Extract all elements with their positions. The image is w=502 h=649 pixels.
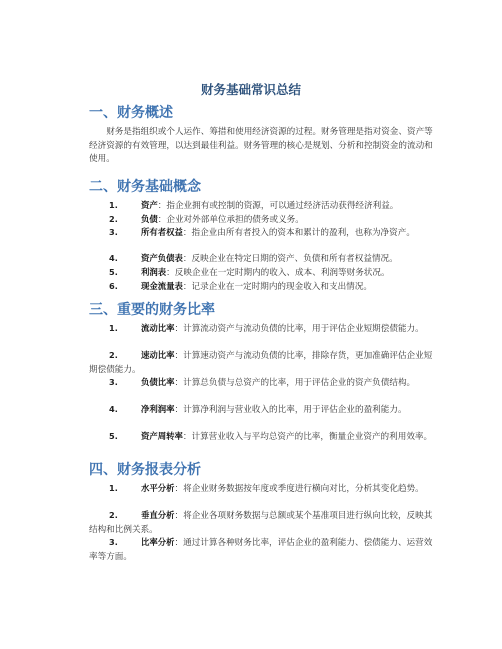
section-heading-overview: 一、财务概述 (89, 105, 173, 121)
item-term: 所有者权益 (141, 227, 183, 237)
item-description: 计算营业收入与平均总资产的比率，衡量企业资产的利用效率。 (191, 432, 433, 442)
document-title: 财务基础常识总结 (200, 82, 301, 97)
list-item (89, 509, 439, 537)
item-description: 通过计算各种财务比率，评估企业的盈利能力、偿债能力、运营效率等方面。 (89, 538, 433, 562)
item-term: 利润表 (141, 267, 167, 277)
list-item (89, 252, 439, 267)
item-description: 将企业各项财务数据与总额或某个基准项目进行纵向比较，反映其结构和比例关系。 (89, 511, 433, 535)
section-heading-analysis: 四、财务报表分析 (89, 462, 201, 478)
list-item (89, 280, 439, 295)
item-description: 将企业财务数据按年度或季度进行横向对比，分析其变化趋势。 (183, 484, 424, 494)
item-separator: ： (174, 405, 184, 415)
item-description: 指企业拥有或控制的资源，可以通过经济活动获得经济利益。 (166, 201, 399, 211)
item-description: 反映企业在一定时期内的收入、成本、利润等财务状况。 (174, 268, 390, 278)
item-term: 负债比率 (141, 377, 175, 387)
overview-paragraph: 财务是指组织或个人运作、筹措和使用经济资源的过程。财务管理是指对资金、资产等经济资源的有效管理，以达到最佳利益。财务管理的核心是规划、分析和控制资金的流动和使用。 (89, 127, 433, 164)
item-number: 5. (109, 431, 118, 441)
list-item (89, 322, 439, 337)
item-number: 1. (109, 323, 118, 333)
item-number: 2. (109, 350, 118, 360)
list-item (89, 536, 439, 564)
item-term: 资产周转率 (141, 431, 183, 441)
item-number: 2. (109, 214, 118, 224)
item-description: 计算总负债与总资产的比率，用于评估企业的资产负债结构。 (183, 378, 416, 388)
item-separator: ： (174, 324, 184, 334)
list-item (89, 349, 439, 377)
item-number: 3. (109, 227, 118, 237)
item-term: 速动比率 (141, 350, 175, 360)
item-separator: ： (157, 201, 167, 211)
item-number: 4. (109, 253, 118, 263)
item-number: 6. (109, 281, 118, 291)
item-separator: ： (182, 228, 192, 238)
item-separator: ： (157, 215, 167, 225)
item-separator: ： (174, 538, 184, 548)
item-number: 1. (109, 200, 118, 210)
item-term: 净利润率 (141, 404, 175, 414)
item-term: 水平分析 (141, 483, 175, 493)
item-description: 指企业由所有者投入的资本和累计的盈利，也称为净资产。 (191, 228, 415, 238)
list-item (89, 226, 439, 241)
item-term: 负债 (141, 214, 158, 224)
item-description: 计算流动资产与流动负债的比率，用于评估企业短期偿债能力。 (183, 324, 424, 334)
item-number: 2. (109, 510, 118, 520)
item-term: 资产 (141, 200, 158, 210)
item-number: 4. (109, 404, 118, 414)
item-number: 3. (109, 377, 118, 387)
item-term: 现金流量表 (141, 281, 183, 291)
item-separator: ： (174, 351, 184, 361)
item-separator: ： (166, 268, 175, 278)
item-number: 1. (109, 483, 118, 493)
list-item (89, 403, 439, 418)
list-item (89, 430, 439, 445)
item-separator: ： (182, 432, 192, 442)
item-term: 资产负债表 (141, 253, 183, 263)
item-description: 计算净利润与营业收入的比率，用于评估企业的盈利能力。 (183, 405, 407, 415)
item-term: 流动比率 (141, 323, 175, 333)
list-item (89, 376, 439, 391)
item-number: 5. (109, 267, 118, 277)
item-description: 反映企业在特定日期的资产、负债和所有者权益情况。 (191, 254, 398, 264)
item-term: 垂直分析 (141, 510, 175, 520)
item-separator: ： (182, 254, 192, 264)
list-item (89, 199, 439, 214)
item-separator: ： (174, 484, 184, 494)
list-item (89, 266, 439, 281)
item-term: 比率分析 (141, 537, 175, 547)
list-item (89, 482, 439, 497)
item-separator: ： (182, 282, 192, 292)
item-description: 企业对外部单位承担的债务或义务。 (166, 215, 304, 225)
item-separator: ： (174, 511, 184, 521)
section-heading-ratios: 三、重要的财务比率 (89, 302, 215, 318)
item-description: 记录企业在一定时期内的现金收入和支出情况。 (191, 282, 372, 292)
section-heading-concepts: 二、财务基础概念 (89, 179, 201, 195)
item-separator: ： (174, 378, 184, 388)
item-description: 计算速动资产与流动负债的比率，排除存货，更加准确评估企业短期偿债能力。 (89, 351, 433, 375)
item-number: 3. (109, 537, 118, 547)
